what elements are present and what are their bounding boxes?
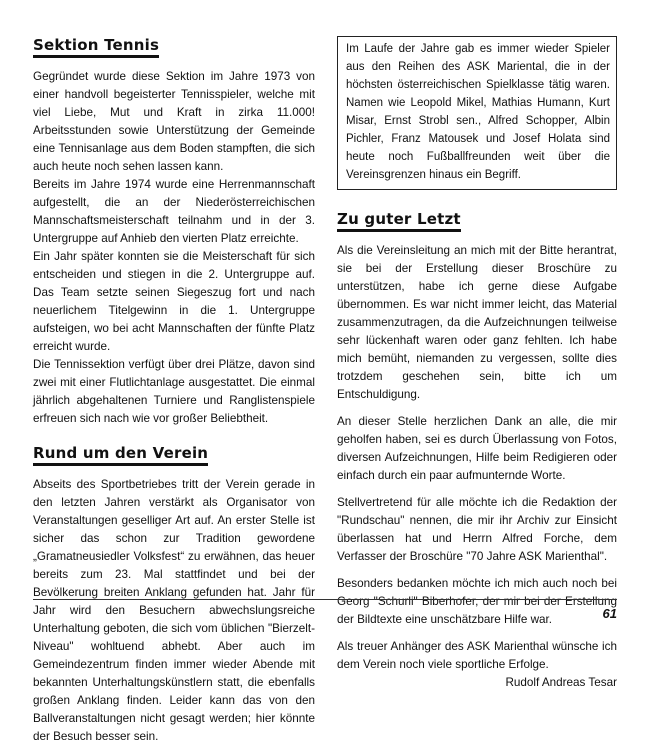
heading-sektion-tennis: Sektion Tennis xyxy=(33,36,159,58)
page-number: 61 xyxy=(602,606,617,621)
heading-rund-um-den-verein: Rund um den Verein xyxy=(33,444,208,466)
tennis-paragraph-4: Die Tennissektion verfügt über drei Plätze, davon sind zwei mit einer Flutlichtanlage ausgestattet. Die einmal jährlich abgehaltenen Turniere und Ranglistenspiele erfreuen sich nach wie vor großer Beliebtheit. xyxy=(33,358,315,425)
tennis-paragraph-1: Gegründet wurde diese Sektion im Jahre 1973 von einer handvoll begeisterter Tennisspieler, welche mit viel Liebe, Mut und Kraft in zirka 11.000! Arbeitsstunden sowie Unterstützung der Gemeinde eine Tennisanlage aus dem Boden stampften, die sich auch heute noch sehen lassen kann. xyxy=(33,70,315,173)
letzt-paragraph-4: Besonders bedanken möchte ich mich auch noch bei Georg "Schurli" Biberhofer, der mir bei der Erstellung der Bildtexte eine unschätzbare Hilfe war. xyxy=(337,577,617,626)
letzt-paragraph-1: Als die Vereinsleitung an mich mit der Bitte herantrat, sie bei der Erstellung dieser Broschüre zu unterstützen, habe ich gerne diese Aufgabe übernommen. Es war nicht immer leicht, das Material zusammenzutragen, da die Aufzeichnungen teilweise sehr lückenhaft waren oder ganz fehlten. Ich habe mich bemüht, niemanden zu vergessen, sollte dies trotzdem geschehen sein, bitte ich um Entschuldigung. xyxy=(337,244,617,401)
left-column xyxy=(33,36,315,746)
players-info-box xyxy=(337,36,617,190)
players-box-text: Im Laufe der Jahre gab es immer wieder Spieler aus den Reihen des ASK Mariental, die in der höchsten österreichischen Spielklasse tätig waren. Namen wie Leopold Mikel, Mathias Humann, Kurt Misar, Ernst Strobl sen., Alfred Schopper, Albin Pichler, Franz Matousek und Josef Holata sind heute noch Fußballfreunden weit über die Vereinsgrenzen hinaus ein Begriff. xyxy=(346,43,610,181)
letzt-paragraph-2: An dieser Stelle herzlichen Dank an alle, die mir geholfen haben, sei es durch Überlassung von Fotos, diversen Aufzeichnungen, Hilfe beim Redigieren oder einfach durch ein paar aufmunternde Worte. xyxy=(337,415,617,482)
verein-paragraph-1: Abseits des Sportbetriebes tritt der Verein gerade in den letzten Jahren verstärkt als Organisator von Veranstaltungen geselliger Art auf. An erster Stelle ist sicher das schon zur Tradition gewordene „Gramatneusiedler Volksfest“ zu erwähnen, das heuer bereits zum 23. Mal stattfindet und bei der Bevölkerung breiten Anklang gefunden hat. Jahr für Jahr wird den Besuchern abwechslungsreiche Unterhaltung geboten, die sich vom üblichen "Bierzelt-Niveau" wohltuend abhebt. Aber auch im Gemeindezentrum finden immer wieder Abende mit bekannten Unterhaltungskünstlern statt, die ebenfalls großen Anklang finden. Leider kann das von den Ballveranstaltungen nicht gesagt werden; hier könnte der Besuch besser sein. xyxy=(33,478,315,743)
footer-rule xyxy=(33,599,617,600)
tennis-paragraph-2: Bereits im Jahre 1974 wurde eine Herrenmannschaft aufgestellt, die an der Niederösterreichischen Mannschaftsmeisterschaft teilnahm und in der 3. Untergruppe auf Anhieb den vierten Platz erreichte. xyxy=(33,178,315,245)
right-column xyxy=(337,36,617,692)
letzt-paragraph-5: Als treuer Anhänger des ASK Marienthal wünsche ich dem Verein noch viele sportliche Erfolge. xyxy=(337,640,617,671)
tennis-paragraph-3: Ein Jahr später konnten sie die Meisterschaft für sich entscheiden und stiegen in die 2. Untergruppe auf. Das Team setzte seinen Siegeszug fort und nach neuerlichem Titelgewinn in die 1. Untergruppe aufsteigen, wo bei acht Mannschaften der fünfte Platz erreicht wurde. xyxy=(33,250,315,353)
letzt-paragraph-3: Stellvertretend für alle möchte ich die Redaktion der "Rundschau" nennen, die mir ihr Archiv zur Einsicht überlassen hat und Herrn Alfred Forche, dem Verfasser der Broschüre "70 Jahre ASK Marienthal". xyxy=(337,496,617,563)
author-signature: Rudolf Andreas Tesar xyxy=(505,676,617,689)
heading-zu-guter-letzt: Zu guter Letzt xyxy=(337,210,461,232)
